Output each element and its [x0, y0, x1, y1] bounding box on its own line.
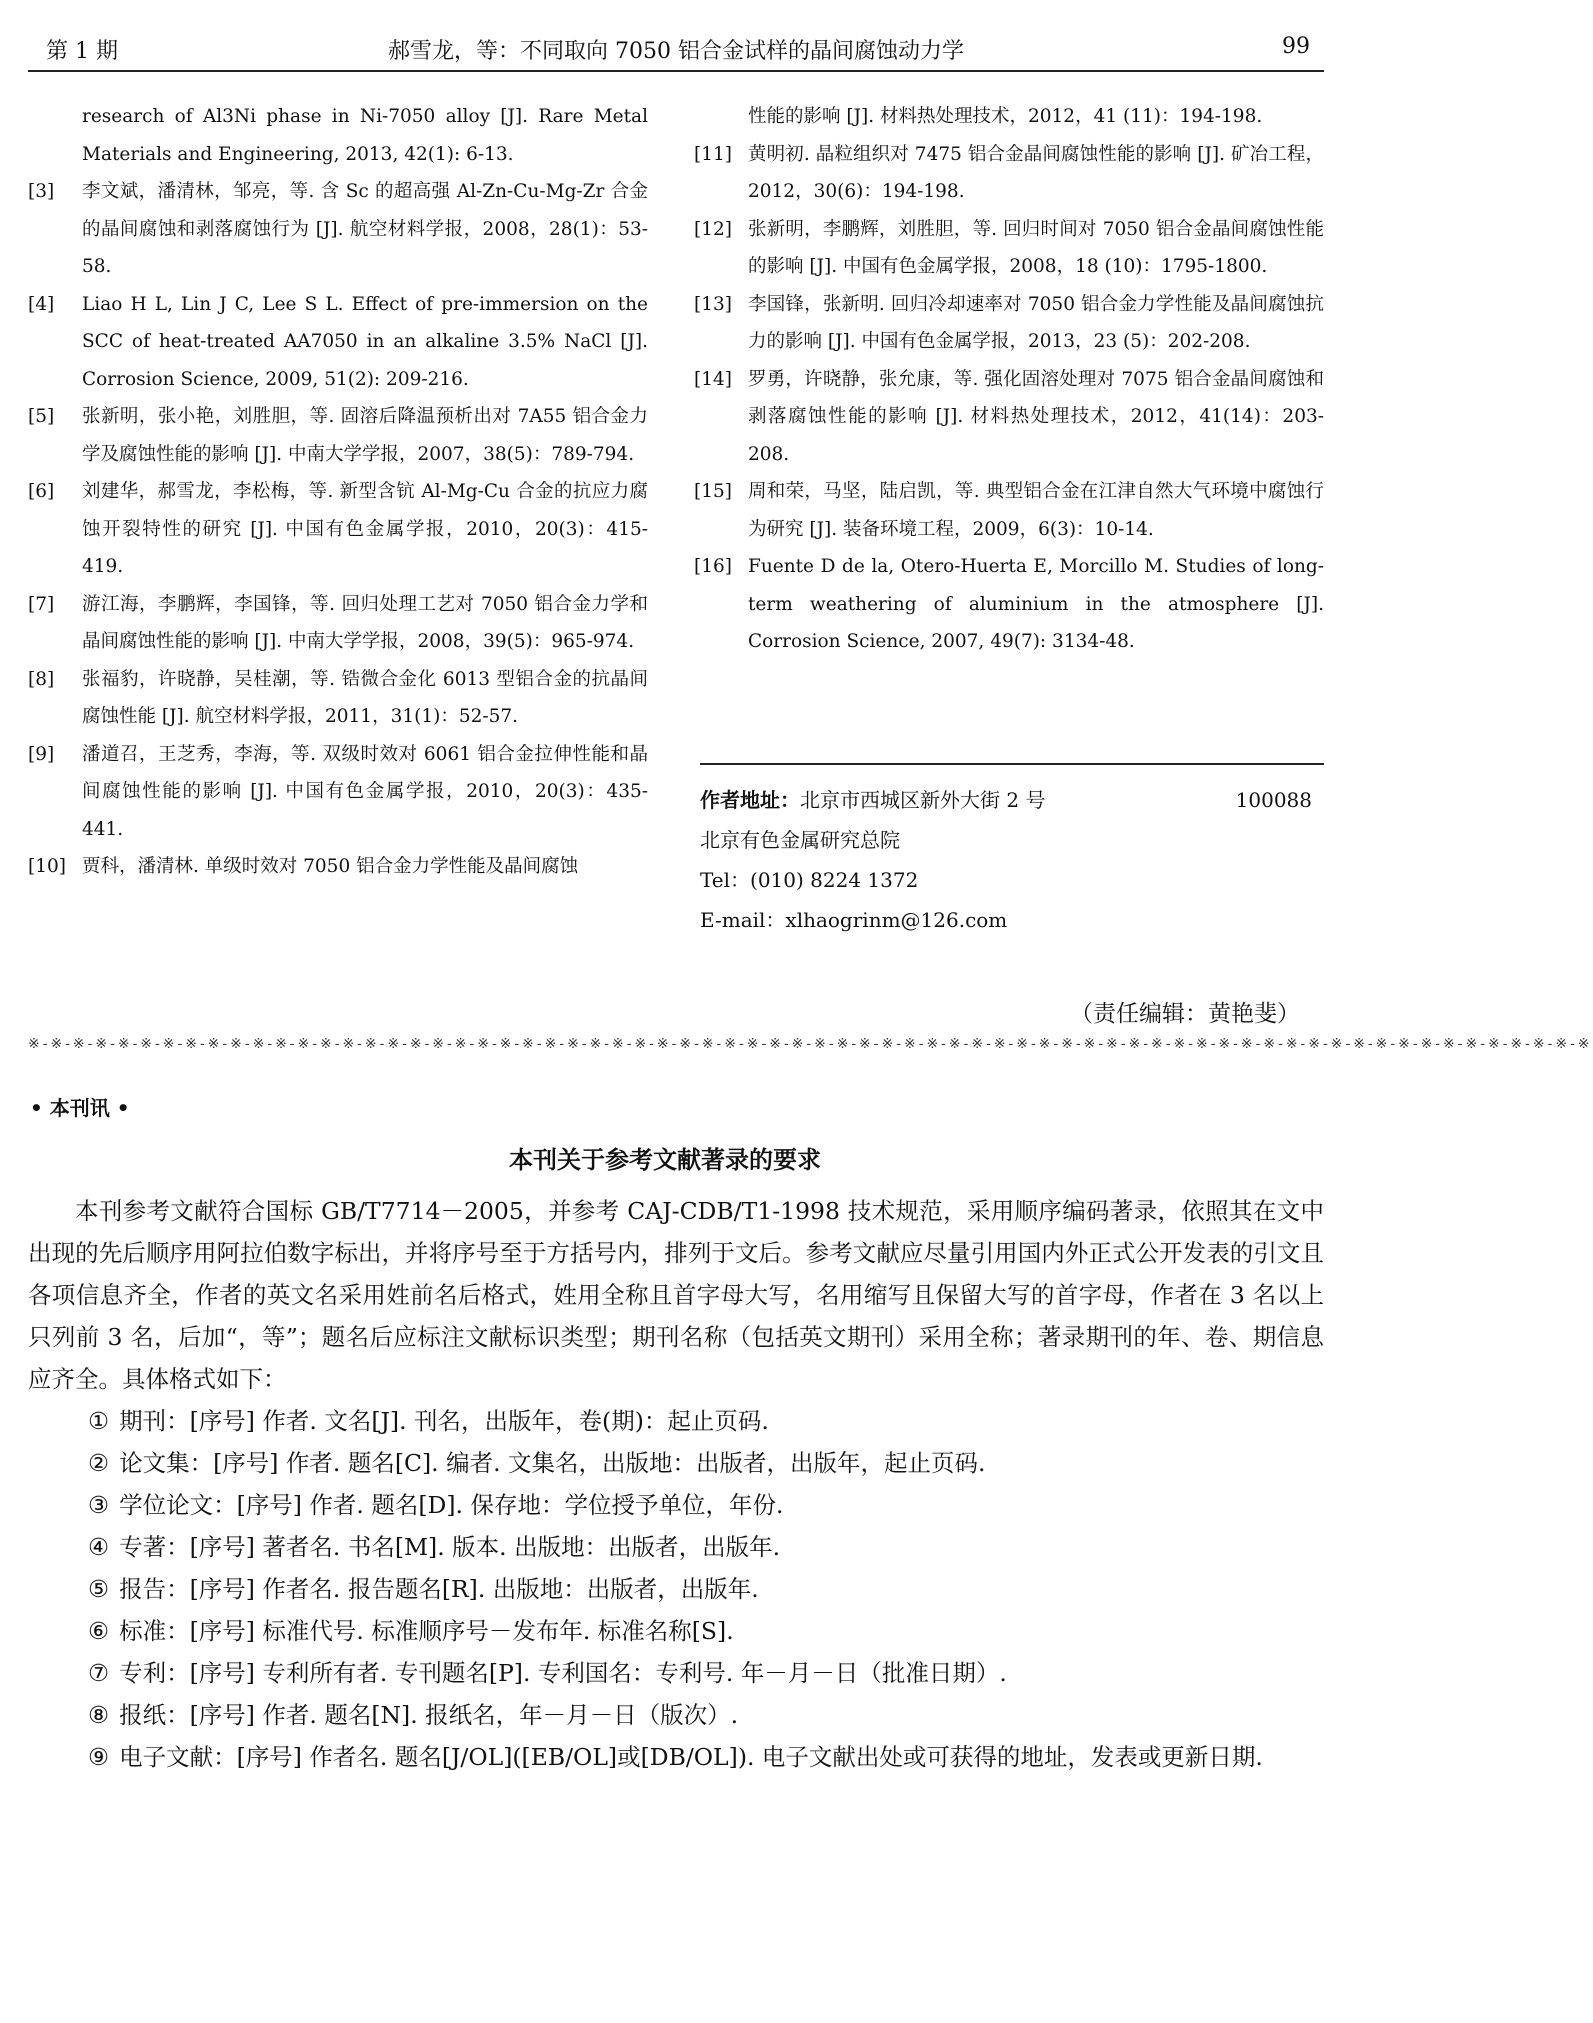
reference-item [694, 361, 1324, 474]
format-item [28, 1652, 1324, 1694]
institution: 北京有色金属研究总院 [700, 828, 900, 852]
reference-text: 潘道召，王芝秀，李海，等. 双级时效对 6061 铝合金拉伸性能和晶间腐蚀性能的影响 [J]. 中国有色金属学报，2010，20(3)：435-441. [82, 743, 648, 840]
reference-text: 黄明初. 晶粒组织对 7475 铝合金晶间腐蚀性能的影响 [J]. 矿冶工程，2012，30(6)：194-198. [748, 143, 1324, 202]
reference-item [28, 736, 648, 849]
reference-text: 性能的影响 [J]. 材料热处理技术，2012，41 (11)：194-198. [748, 106, 1263, 127]
reference-item [694, 286, 1324, 361]
format-item [28, 1526, 1324, 1568]
format-item [28, 1568, 1324, 1610]
item-text: 标准：[序号] 标准代号. 标准顺序号－发布年. 标准名称[S]. [119, 1617, 734, 1645]
format-item [28, 1736, 1324, 1778]
reference-item [28, 398, 648, 473]
reference-item [28, 286, 648, 399]
reference-number: [12] [694, 218, 732, 240]
references-right-column [694, 98, 1324, 661]
format-item [28, 1442, 1324, 1484]
item-text: 学位论文：[序号] 作者. 题名[D]. 保存地：学位授予单位，年份. [119, 1491, 784, 1519]
item-text: 电子文献：[序号] 作者名. 题名[J/OL]([EB/OL]或[DB/OL]). 电子文献出处或可获得的地址，发表或更新日期. [119, 1743, 1263, 1771]
format-item [28, 1610, 1324, 1652]
reference-item [694, 136, 1324, 211]
address-rule [700, 763, 1324, 765]
reference-number: [9] [28, 743, 55, 765]
section-tag: • 本刊讯 • [30, 1096, 130, 1120]
email: E-mail：xlhaogrinm@126.com [700, 908, 1008, 932]
reference-item [694, 98, 1324, 136]
reference-number: [11] [694, 143, 732, 165]
running-header [28, 30, 1324, 68]
reference-number: [15] [694, 481, 732, 502]
reference-text: research of Al3Ni phase in Ni-7050 alloy [J]. Rare Metal Materials and Engineering, 2013, 42(1): 6-13. [82, 106, 648, 165]
reference-number: [3] [28, 181, 55, 202]
responsible-editor: （责任编辑：黄艳斐） [1070, 1001, 1300, 1027]
reference-item [28, 586, 648, 661]
reference-number: [10] [28, 856, 66, 877]
item-text: 期刊：[序号] 作者. 文名[J]. 刊名，出版年，卷(期)：起止页码. [119, 1407, 769, 1435]
item-mark: ⑥ [88, 1617, 110, 1645]
notice-title: 本刊关于参考文献著录的要求 [509, 1145, 821, 1174]
reference-number: [7] [28, 593, 55, 615]
item-text: 专利：[序号] 专利所有者. 专刊题名[P]. 专利国名：专利号. 年－月－日（批准日期）. [119, 1659, 1007, 1687]
address-text: 北京市西城区新外大街 2 号 [800, 788, 1046, 812]
item-mark: ③ [88, 1491, 110, 1519]
reference-item [28, 473, 648, 586]
reference-number: [6] [28, 481, 55, 502]
address-line [700, 780, 1320, 820]
reference-item [694, 548, 1324, 661]
header-rule [28, 70, 1324, 72]
section-separator: ※-※-※-※-※-※-※-※-※-※-※-※-※-※-※-※-※-※-※-※-※-※-※-※-※-※-※-※-※-※-※-※-※-※-※-※-※-※-※-※-※-※-※-※-※-※-※-※-※-※-※-※-※-※-※-※-※-※-※-※-※-※-※-※-※-※-※-※-※-※ [28, 1036, 1593, 1052]
references-left-column [28, 98, 648, 886]
reference-number: [5] [28, 406, 55, 427]
item-text: 论文集：[序号] 作者. 题名[C]. 编者. 文集名，出版地：出版者，出版年，起止页码. [119, 1449, 986, 1477]
telephone: Tel：(010) 8224 1372 [700, 868, 919, 892]
format-item [28, 1484, 1324, 1526]
reference-text: 刘建华，郝雪龙，李松梅，等. 新型含钪 Al-Mg-Cu 合金的抗应力腐蚀开裂特性的研究 [J]. 中国有色金属学报，2010，20(3)：415-419. [82, 481, 648, 577]
reference-text: 贾科，潘清林. 单级时效对 7050 铝合金力学性能及晶间腐蚀 [82, 856, 579, 877]
reference-item [694, 211, 1324, 286]
item-mark: ⑧ [88, 1701, 110, 1729]
author-address-block [700, 780, 1320, 940]
item-mark: ① [88, 1407, 110, 1435]
format-item [28, 1400, 1324, 1442]
reference-item [28, 661, 648, 736]
item-mark: ⑤ [88, 1575, 110, 1603]
notice-body [28, 1190, 1324, 1778]
reference-item [28, 848, 648, 886]
running-title: 郝雪龙，等：不同取向 7050 铝合金试样的晶间腐蚀动力学 [388, 39, 964, 64]
reference-item [28, 98, 648, 173]
reference-text: Liao H L, Lin J C, Lee S L. Effect of pre-immersion on the SCC of heat-treated AA7050 in an alkaline 3.5% NaCl [J]. Corrosion Science, 2009, 51(2): 209-216. [82, 293, 648, 390]
reference-item [694, 473, 1324, 548]
reference-text: 罗勇，许晓静，张允康，等. 强化固溶处理对 7075 铝合金晶间腐蚀和剥落腐蚀性能的影响 [J]. 材料热处理技术，2012，41(14)：203-208. [748, 368, 1324, 465]
format-item [28, 1694, 1324, 1736]
item-text: 报告：[序号] 作者名. 报告题名[R]. 出版地：出版者，出版年. [119, 1575, 759, 1603]
reference-number: [8] [28, 668, 55, 690]
item-text: 报纸：[序号] 作者. 题名[N]. 报纸名，年－月－日（版次）. [119, 1701, 739, 1729]
reference-text: 游江海，李鹏辉，李国锋，等. 回归处理工艺对 7050 铝合金力学和晶间腐蚀性能的影响 [J]. 中南大学学报，2008，39(5)：965-974. [82, 593, 648, 652]
page-number: 99 [1282, 34, 1310, 59]
reference-number: [16] [694, 556, 732, 577]
reference-item [28, 173, 648, 286]
item-mark: ④ [88, 1533, 110, 1561]
reference-text: 张新明，李鹏辉，刘胜胆，等. 回归时间对 7050 铝合金晶间腐蚀性能的影响 [J]. 中国有色金属学报，2008，18 (10)：1795-1800. [748, 218, 1324, 277]
reference-number: [4] [28, 293, 55, 315]
reference-text: 李国锋，张新明. 回归冷却速率对 7050 铝合金力学性能及晶间腐蚀抗力的影响 [J]. 中国有色金属学报，2013，23 (5)：202-208. [748, 293, 1324, 352]
reference-number: [13] [694, 293, 732, 315]
reference-text: Fuente D de la, Otero-Huerta E, Morcillo M. Studies of long-term weathering of aluminium in the atmosphere [J]. Corrosion Science, 2007, 49(7): 3134-48. [748, 556, 1324, 652]
reference-text: 张新明，张小艳，刘胜胆，等. 固溶后降温预析出对 7A55 铝合金力学及腐蚀性能的影响 [J]. 中南大学学报，2007，38(5)：789-794. [82, 406, 648, 465]
issue-number: 第 1 期 [46, 39, 118, 64]
item-text: 专著：[序号] 著者名. 书名[M]. 版本. 出版地：出版者，出版年. [119, 1533, 781, 1561]
address-label: 作者地址： [700, 788, 800, 812]
item-mark: ⑦ [88, 1659, 110, 1687]
reference-text: 张福豹，许晓静，吴桂潮，等. 锆微合金化 6013 型铝合金的抗晶间腐蚀性能 [J]. 航空材料学报，2011，31(1)：52-57. [82, 668, 648, 727]
reference-number: [14] [694, 368, 732, 390]
item-mark: ② [88, 1449, 110, 1477]
reference-text: 李文斌，潘清林，邹亮，等. 含 Sc 的超高强 Al-Zn-Cu-Mg-Zr 合金的晶间腐蚀和剥落腐蚀行为 [J]. 航空材料学报，2008，28(1)：53-58. [82, 181, 648, 277]
reference-text: 周和荣，马坚，陆启凯，等. 典型铝合金在江津自然大气环境中腐蚀行为研究 [J]. 装备环境工程，2009，6(3)：10-14. [748, 481, 1324, 540]
item-mark: ⑨ [88, 1743, 110, 1771]
postal-code: 100088 [1235, 788, 1312, 812]
notice-intro: 本刊参考文献符合国标 GB/T7714－2005，并参考 CAJ-CDB/T1-1998 技术规范，采用顺序编码著录，依照其在文中出现的先后顺序用阿拉伯数字标出，并将序号至于方括号内，排列于文后。参考文献应尽量引用国内外正式公开发表的引文且各项信息齐全，作者的英文名采用姓前名后格式，姓用全称且首字母大写，名用缩写且保留大写的首字母，作者在 3 名以上只列前 3 名，后加“，等”；题名后应标注文献标识类型；期刊名称（包括英文期刊）采用全称；著录期刊的年、卷、期信息应齐全。具体格式如下： [28, 1197, 1324, 1393]
